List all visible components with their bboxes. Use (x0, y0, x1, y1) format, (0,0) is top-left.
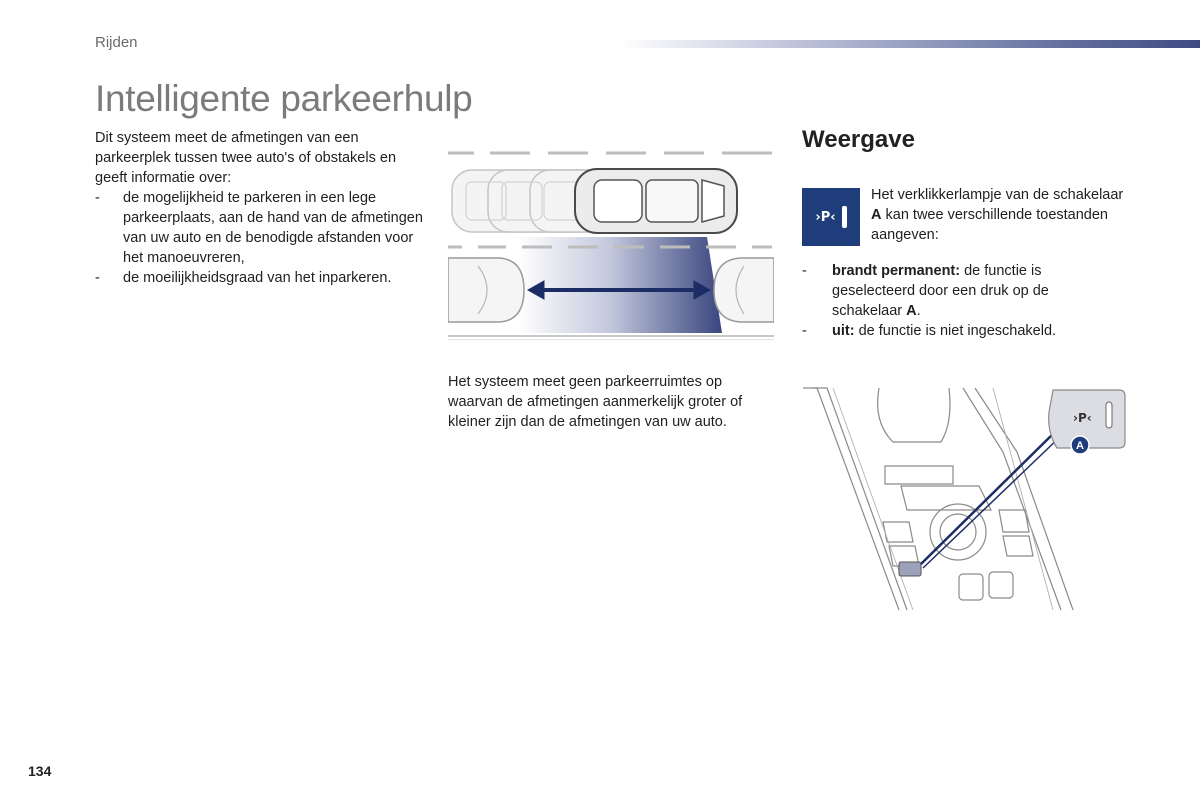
list-item: - brandt permanent: de functie is geselecteerd door een druk op de schakelaar A. (802, 263, 1049, 319)
indicator-led (842, 206, 847, 228)
center-console-illustration (803, 382, 1133, 612)
indicator-states-list (802, 261, 1102, 341)
park-assist-indicator (802, 188, 860, 246)
section-label: Rijden (95, 34, 138, 51)
header-gradient-bar (620, 40, 1200, 48)
diagram-caption: Het systeem meet geen parkeerruimtes op waarvan de afmetingen aanmerkelijk groter of kleiner zijn dan de afmetingen van uw auto. (448, 374, 743, 430)
parking-space-diagram (448, 140, 774, 340)
intro-paragraph: Dit systeem meet de afmetingen van een parkeerplek tussen twee auto's of obstakels en geeft informatie over: (95, 130, 397, 186)
callout-letter: A (1076, 440, 1084, 452)
console-button-icon: ›P‹ (1073, 411, 1092, 425)
section-heading-weergave: Weergave (802, 126, 915, 153)
indicator-description: Het verklikkerlampje van de schakelaar A kan twee verschillende toestanden aangeven: (871, 187, 1124, 243)
list-item: - de moeilijkheidsgraad van het inparkeren. (95, 270, 392, 286)
info-list (95, 188, 425, 288)
park-assist-icon: ›P‹ (815, 209, 836, 225)
list-item: - de mogelijkheid te parkeren in een lege parkeerplaats, aan de hand van de afmetingen van uw auto en de benodigde afstanden voor het manoeuvreren, (95, 190, 423, 266)
page-number: 134 (28, 763, 52, 779)
list-item: - uit: de functie is niet ingeschakeld. (802, 323, 1057, 339)
page-title: Intelligente parkeerhulp (95, 78, 473, 119)
